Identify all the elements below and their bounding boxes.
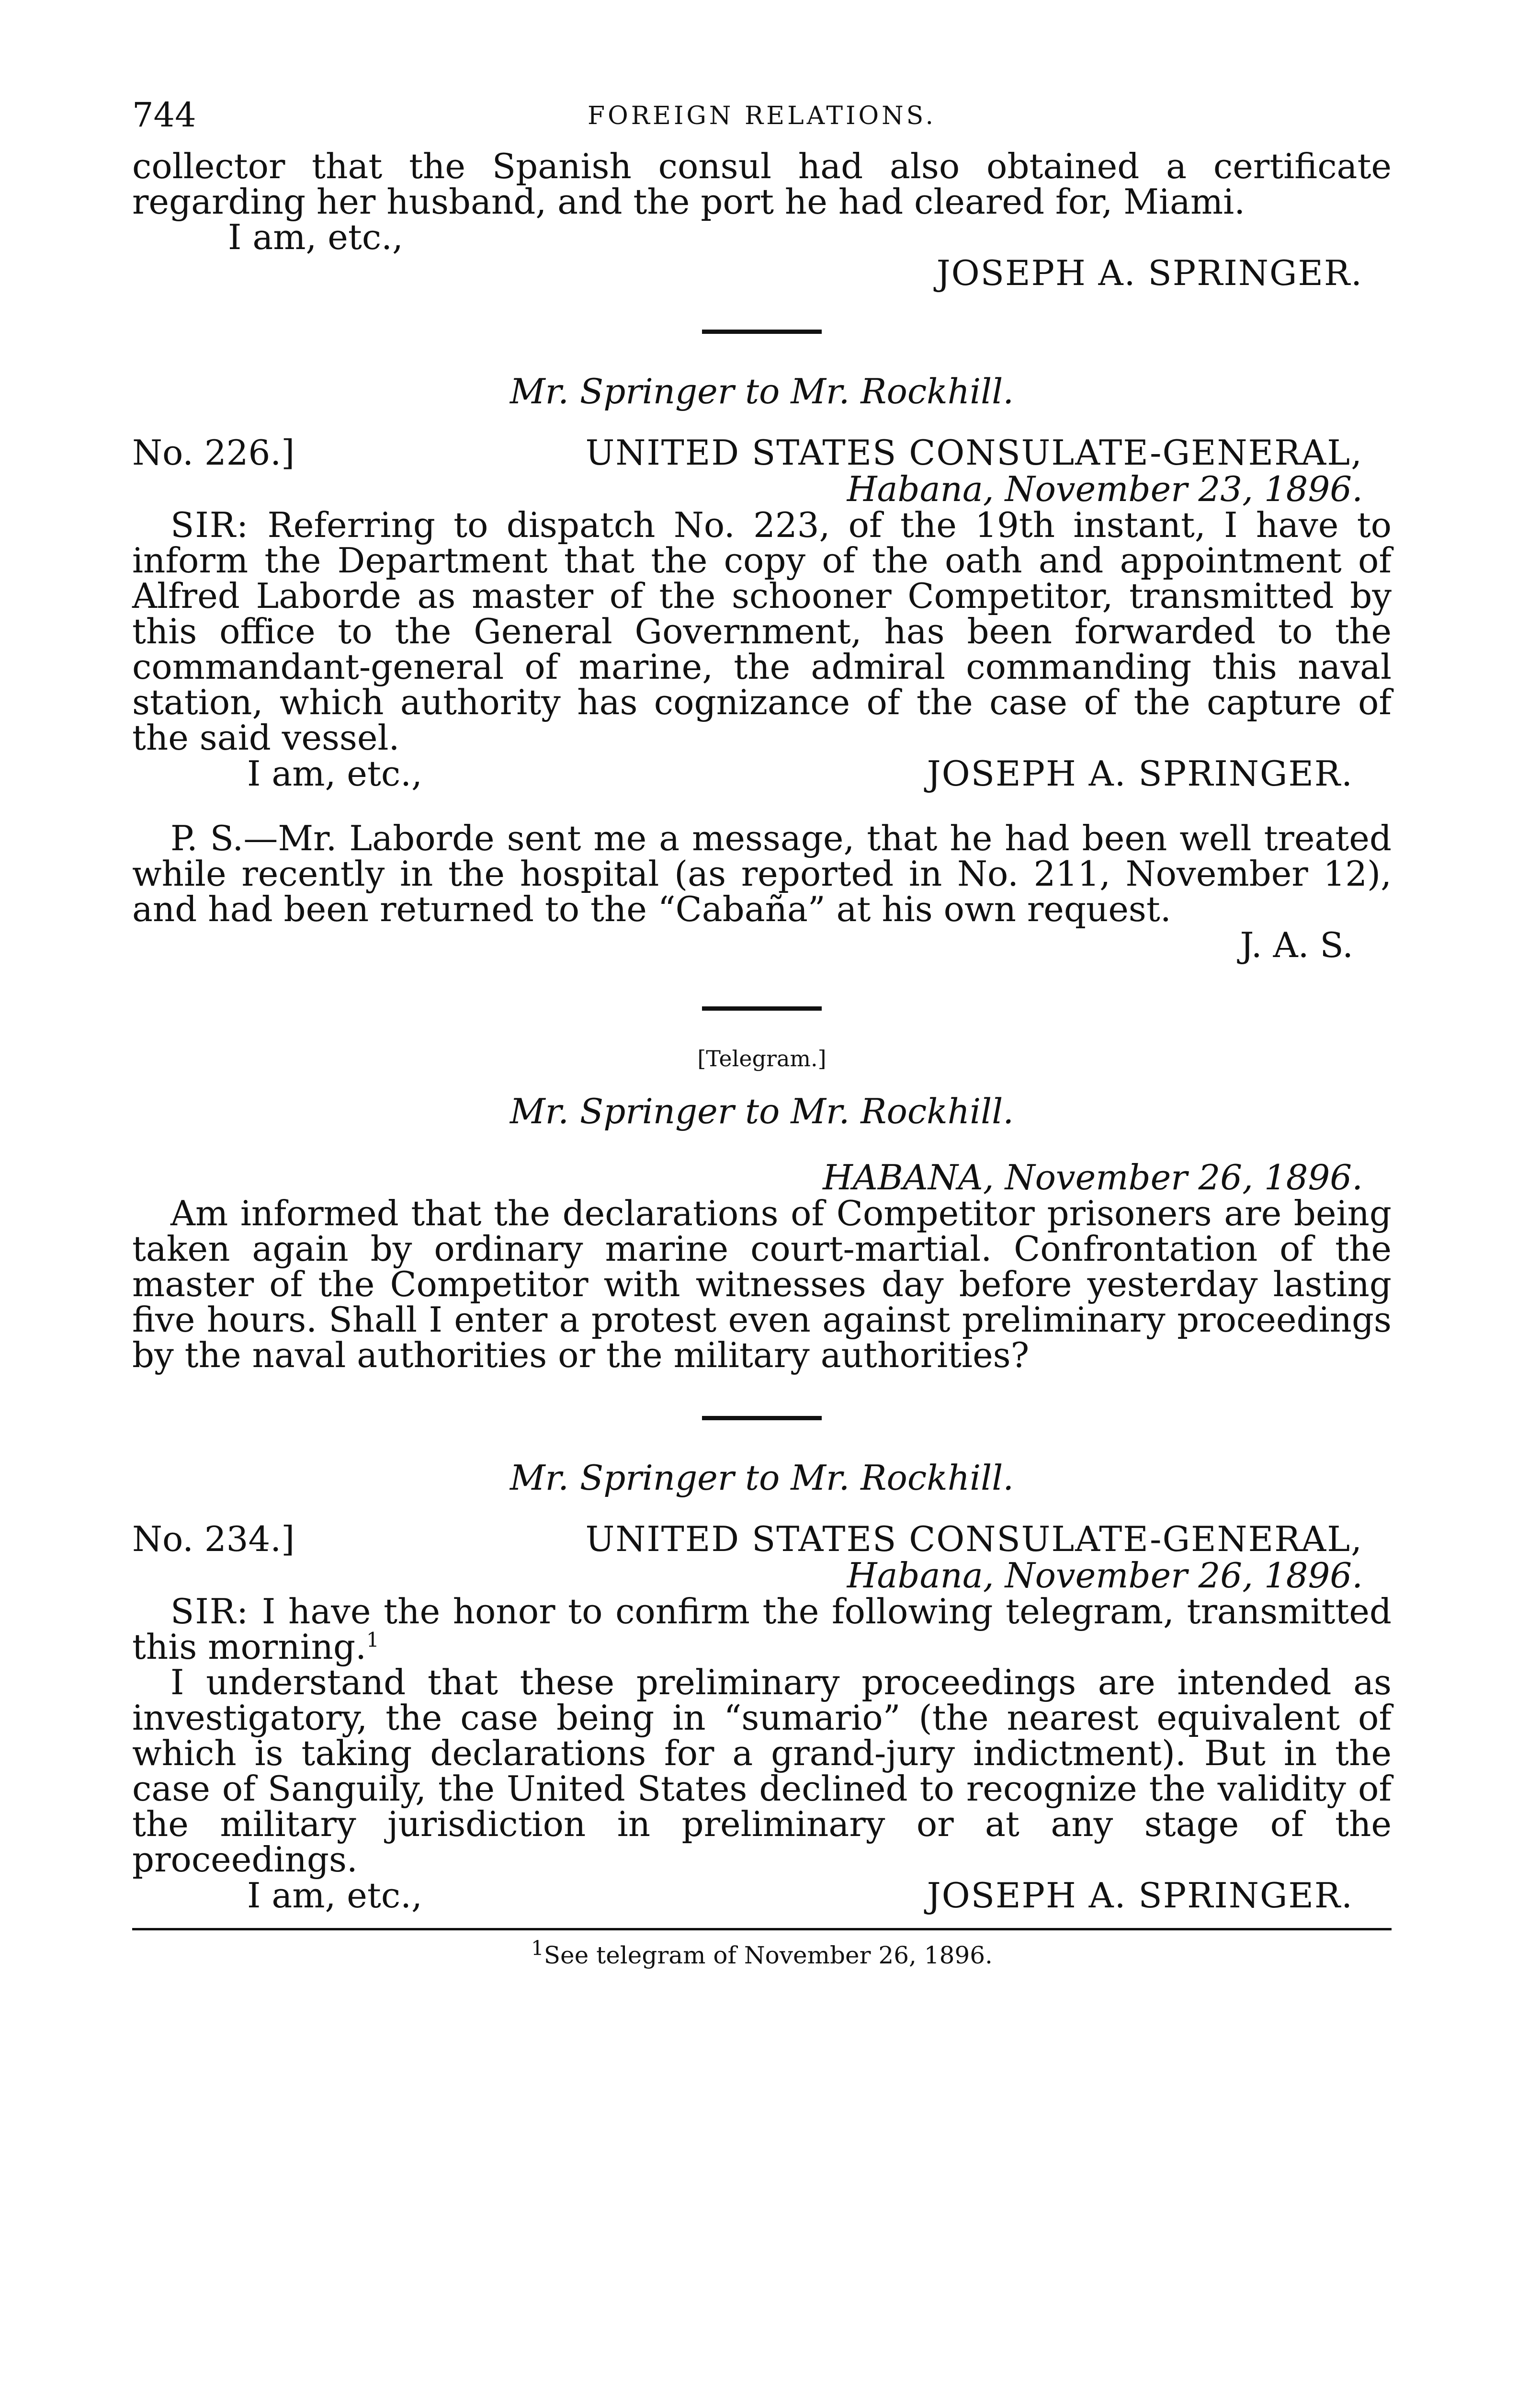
doc1-title: Mr. Springer to Mr. Rockhill.: [510, 371, 1014, 411]
intro-closing: I am, etc.,: [228, 217, 403, 257]
section-rule: [702, 330, 822, 334]
doc3-place-date: Habana, November 26, 1896.: [847, 1555, 1363, 1596]
doc1-body: [132, 505, 1392, 758]
section-rule: [702, 1006, 822, 1011]
page-header: [132, 96, 1392, 148]
footnote: [132, 1936, 1392, 1971]
doc1-closing: I am, etc.,: [247, 753, 422, 794]
doc3-signature: JOSEPH A. SPRINGER.: [927, 1875, 1353, 1916]
section-rule: [702, 1416, 822, 1420]
doc1-signature: JOSEPH A. SPRINGER.: [927, 753, 1353, 794]
doc1-office: UNITED STATES CONSULATE-GENERAL,: [585, 433, 1363, 473]
doc3-number: No. 234.]: [132, 1519, 295, 1559]
doc2-body: Am informed that the declarations of Competitor prisoners are being taken again by ordinary marine court-martial. Confrontation of the master of the Competitor with witnesses day before yesterday lasting five hours. Shall I enter a protest even against preliminary proceedings by the naval authorities or the military authorities?: [132, 1193, 1392, 1375]
doc2-tag: [Telegram.]: [697, 1046, 827, 1072]
document-page: [132, 96, 1392, 1971]
doc1-initials: J. A. S.: [1240, 925, 1353, 965]
doc1-number: No. 226.]: [132, 433, 295, 473]
page-number: 744: [132, 95, 196, 135]
footnote-text: See telegram of November 26, 1896.: [544, 1941, 993, 1969]
doc1-salutation: SIR:: [170, 505, 249, 545]
doc2-title: Mr. Springer to Mr. Rockhill.: [510, 1091, 1014, 1131]
footnote-mark: 1: [531, 1936, 544, 1960]
doc3-title: Mr. Springer to Mr. Rockhill.: [510, 1458, 1014, 1498]
doc1-heading: [132, 434, 1392, 471]
doc3-body1-text: I have the honor to confirm the following telegram, transmitted this morning.: [132, 1591, 1392, 1667]
doc1-closing-row: [132, 755, 1392, 792]
doc3-body2: I understand that these preliminary proceedings are intended as investigatory, the case being in “sumario” (the nearest equivalent of which is taking declarations for a grand-jury indictment). But in the case of Sanguily, the United States declined to recognize the validity of the military jurisdiction in preliminary or at any stage of the proceedings.: [132, 1662, 1392, 1880]
doc1-postscript: P. S.—Mr. Laborde sent me a message, that he had been well treated while recently in the hospital (as reported in No. 211, November 12), and had been returned to the “Cabaña” at his own request.: [132, 818, 1392, 929]
doc1-body-text: Referring to dispatch No. 223, of the 19th instant, I have to inform the Department that the copy of the oath and appointment of Alfred Laborde as master of the schooner Competitor, transmitted by this office to the General Government, has been forwarded to the commandant-general of marine, the admiral commanding this naval station, which authority has cognizance of the case of the capture of the said vessel.: [132, 505, 1392, 758]
running-head: FOREIGN RELATIONS.: [588, 102, 936, 130]
doc3-closing: I am, etc.,: [247, 1875, 422, 1916]
doc3-salutation: SIR:: [170, 1591, 249, 1631]
doc3-body1: [132, 1591, 1392, 1667]
intro-signature: JOSEPH A. SPRINGER.: [936, 253, 1363, 293]
doc1-place-date: Habana, November 23, 1896.: [847, 469, 1363, 509]
doc3-office: UNITED STATES CONSULATE-GENERAL,: [585, 1519, 1363, 1559]
intro-paragraph: collector that the Spanish consul had also obtained a certificate regarding her husband, and the port he had cleared for, Miami.: [132, 146, 1392, 222]
doc3-closing-row: [132, 1877, 1392, 1914]
doc3-heading: [132, 1521, 1392, 1557]
doc2-place-date: HABANA, November 26, 1896.: [823, 1157, 1363, 1198]
footnote-reference: 1: [366, 1628, 379, 1652]
